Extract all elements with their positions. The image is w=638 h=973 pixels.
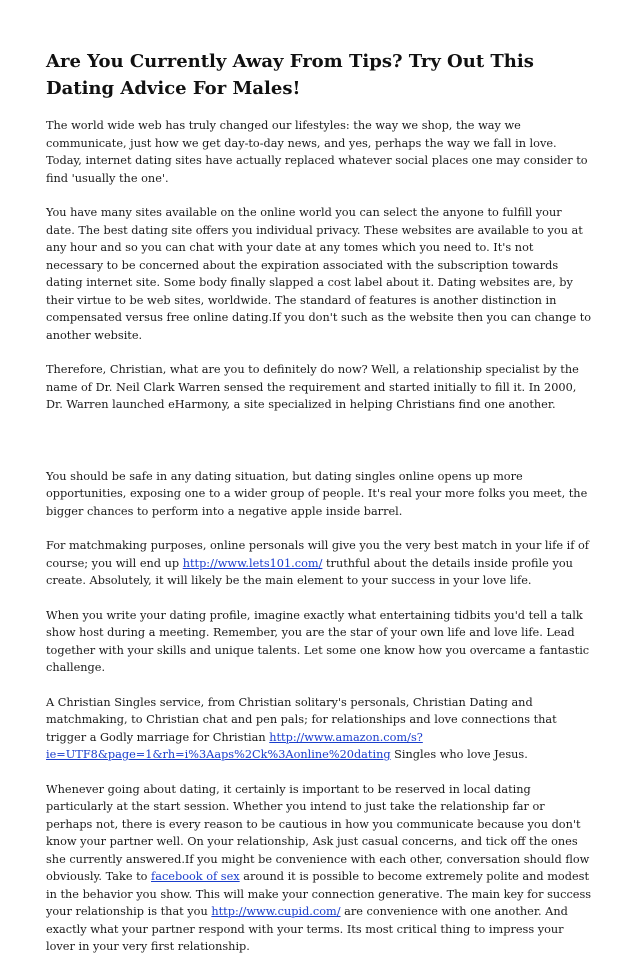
paragraph-matchmaking (46, 537, 594, 590)
paragraph-text: truthful about the details inside profile you create. Absolutely, it will likely be the main element to your success in your love life. (46, 556, 573, 587)
paragraph-safety: You should be safe in any dating situation, but dating singles online opens up more opportunities, exposing one to a wider group of people. It's real your more folks you meet, the bigger chances to perform into a negative apple inside barrel. (46, 469, 588, 518)
paragraph-text: For matchmaking purposes, online personals will give you the very best match in your life if of course; you will end up (46, 539, 589, 570)
paragraph-text: A Christian Singles service, from Christian solitary's personals, Christian Dating and matchmaking, to Christian chat and pen pals; for relationships and love connections that trigger a Godly marriage for Christian (46, 695, 557, 744)
paragraph-text: Singles who love Jesus. (390, 748, 528, 761)
paragraph-text: around it is possible to become extremely polite and modest in the behavior you show. This will make your connection generative. The main key for success your relationship is that you (46, 870, 592, 918)
paragraph-christian-singles (46, 694, 594, 764)
paragraph-dating-sites: You have many sites available on the online world you can select the anyone to fulfill your date. The best dating site offers you individual privacy. These websites are available to you at any hour and so you can chat with your date at any tomes which you need to. It's not necessary to be concerned about the expiration associated with the subscription towards dating internet site. Some body finally slapped a cost label about it. Dating websites are, by their virtue to be web sites, worldwide. The standard of features is another distinction in compensated versus free online dating.If you don't such as the website then you can change to another website. (46, 206, 592, 342)
link-facebook-of-sex[interactable]: facebook of sex (151, 870, 240, 883)
paragraph-profile: When you write your dating profile, imagine exactly what entertaining tidbits you'd tell a talk show host during a meeting. Remember, you are the star of your own life and love life. Lead together with your skills and unique talents. Let some one know how you overcame a fantastic challenge. (46, 608, 590, 674)
paragraph-intro: The world wide web has truly changed our lifestyles: the way we shop, the way we communicate, just how we get day-to-day news, and yes, perhaps the way we fall in love. Today, internet dating sites have actually replaced whatever social places one may consider to find 'usually the one'. (46, 119, 588, 185)
page-title: Are You Currently Away From Tips? Try Out This Dating Advice For Males! (46, 51, 534, 99)
paragraph-text: are convenience with one another. And exactly what your partner respond with your terms. Its most critical thing to impress your lover in your very first relationship. (46, 905, 568, 953)
document-page (46, 48, 594, 973)
link-amazon[interactable]: http://www.amazon.com/s?ie=UTF8&page=1&rh=i%3Aaps%2Ck%3Aonline%20dating (46, 730, 423, 761)
paragraph-local-dating (46, 781, 594, 956)
link-lets101[interactable]: http://www.lets101.com/ (182, 556, 323, 570)
paragraph-text: Whenever going about dating, it certainly is important to be reserved in local dating particularly at the start session. Whether you intend to just take the relationship far or perhaps not, there is every reason to be cautious in how you communicate because you don't know your partner well. On your relationship, Ask just casual concerns, and tick off the ones she currently answered.If you might be convenience with each other, conversation should flow obviously. Take to (46, 782, 590, 883)
blank-spacer (46, 431, 594, 468)
paragraph-eharmony: Therefore, Christian, what are you to definitely do now? Well, a relationship specialist by the name of Dr. Neil Clark Warren sensed the requirement and started initially to fill it. In 2000, Dr. Warren launched eHarmony, a site specialized in helping Christians find one another. (46, 363, 579, 411)
link-cupid[interactable]: http://www.cupid.com/ (211, 905, 341, 918)
